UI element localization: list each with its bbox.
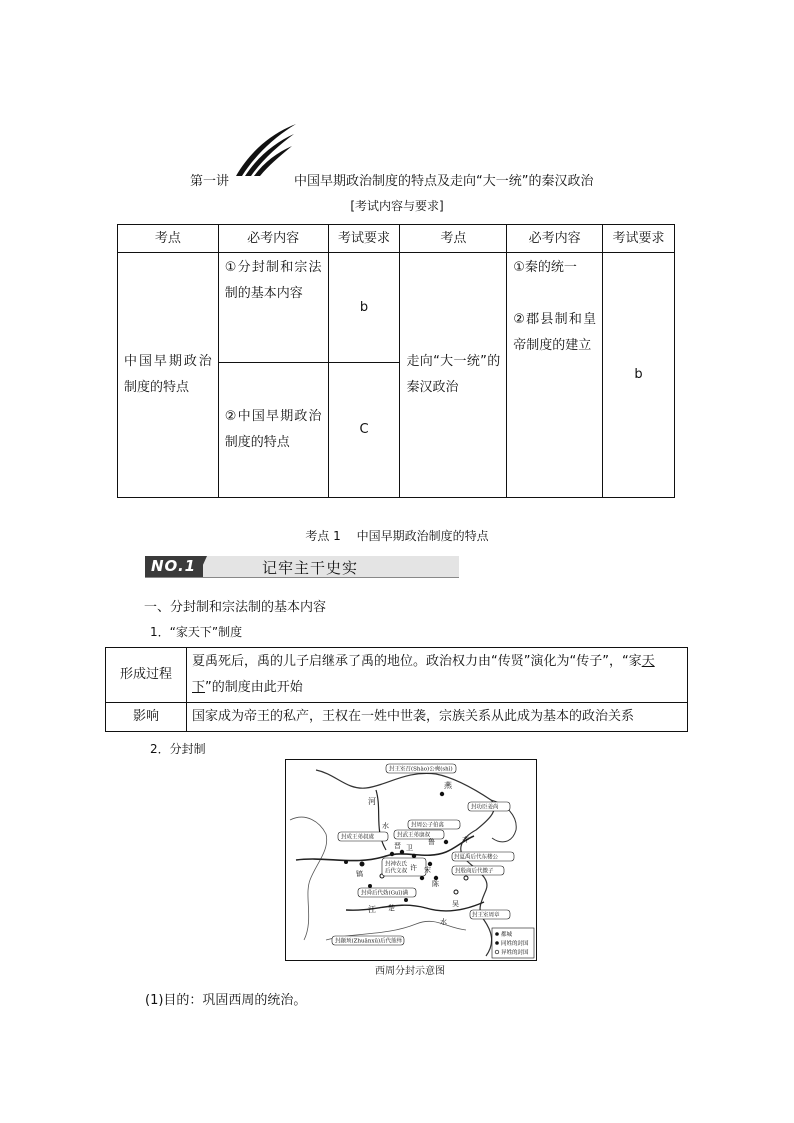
map-label-zhuanxu: 封颛顼(Zhuānxū)后代熊绎 [335,938,403,945]
header-cell: 考试要求 [328,225,400,253]
header-cell: 考试要求 [603,225,675,253]
map-label-zhougong: 封周公子伯禽 [411,822,445,829]
map-place-chen: 陈 [432,880,439,888]
row-text: 夏禹死后，禹的儿子启继承了禹的地位。政治权力由“传贤”演化为“传子”，“家天下”的制度由此开始 [187,648,688,703]
map-label-wuwang: 封武王弟康叔 [397,832,431,839]
banner-tag: NO.1 [145,556,203,578]
map-place-xu: 许 [410,864,417,872]
exam-requirements-subtitle: [考试内容与要求] [350,199,444,213]
map-label-shennong: 封神农氏后代文叔 [385,861,408,875]
map-place-shui2: 水 [440,918,447,926]
legend-diff-surname: 异姓的封国 [501,950,529,956]
left-item1-req-cell: b [328,253,400,363]
requirements-table [117,224,675,498]
heading-1: 一、分封制和宗法制的基本内容 [144,600,327,615]
map-label-xiayu: 封夏禹后代东楼公 [454,854,499,861]
table-row [106,648,688,703]
legend-same-surname: 同姓的封国 [501,941,529,947]
row-text: 国家成为帝王的私产，王权在一姓中世袭，宗族关系从此成为基本的政治关系 [187,703,688,732]
map-place-song: 宋 [424,866,431,874]
header-cell: 考点 [400,225,507,253]
right-items-cell [507,253,603,498]
left-item1-cell: ①分封制和宗法制的基本内容 [218,253,328,363]
table-header-row [118,225,675,253]
header-cell: 考点 [118,225,219,253]
right-req-cell: b [603,253,675,498]
row-label: 影响 [106,703,187,732]
section-banner [145,556,459,578]
left-topic-cell: 中国早期政治制度的特点 [118,253,219,498]
purpose-text: (1)目的：巩固西周的统治。 [145,993,307,1008]
legend-capital: 都城 [501,932,513,938]
map-place-hao: 镐 [356,870,363,878]
map-place-shui: 水 [382,822,389,830]
map-label-jiang: 封功臣姜尚 [471,804,499,811]
western-zhou-map [285,759,537,961]
kaodian-heading: 考点 1 中国早期政治制度的特点 [305,529,489,543]
left-item2-cell: ②中国早期政治制度的特点 [218,363,328,498]
map-place-yan: 燕 [444,781,452,790]
map-label-shao: 封王室召(Shào)公奭(shì) [389,766,453,773]
map-place-he: 河 [368,797,376,806]
map-legend [492,928,534,958]
heading-2: 2．分封制 [150,742,206,756]
right-topic-cell: 走向“大一统”的秦汉政治 [400,253,507,498]
map-place-lu: 鲁 [428,838,435,846]
map-caption: 西周分封示意图 [375,966,445,977]
page-title: 中国早期政治制度的特点及走向“大一统”的秦汉政治 [294,174,594,189]
map-label-shun: 封舜后代妫(Guī)满 [361,890,408,897]
right-item2: ②郡县制和皇帝制度的建立 [513,312,597,353]
map-place-qi: 齐 [462,836,469,844]
row-label: 形成过程 [106,648,187,703]
left-item2-req-cell: C [328,363,400,498]
banner-text: 记牢主干史实 [262,559,359,577]
header-cell: 必考内容 [507,225,603,253]
right-item1: ①秦的统一 [513,260,577,275]
table-row [118,253,675,363]
lecture-title [190,170,650,190]
map-label-shang: 封殷商后代微子 [455,868,494,875]
map-place-chu: 楚 [388,904,395,912]
heading-1-1: 1．“家天下”制度 [150,625,243,639]
map-place-jiang: 江 [368,905,376,914]
header-cell: 必考内容 [218,225,328,253]
map-place-jin: 晋 [394,842,401,850]
jiatianxia-table [105,647,688,732]
lecture-number: 第一讲 [190,174,230,189]
map-label-chengwang: 封成王弟叔虞 [341,834,375,841]
map-label-wangshi: 封王室周章 [472,912,500,919]
map-place-wei: 卫 [406,844,413,852]
table-row [106,703,688,732]
map-figure [286,760,536,960]
map-place-wu: 吴 [452,900,459,908]
